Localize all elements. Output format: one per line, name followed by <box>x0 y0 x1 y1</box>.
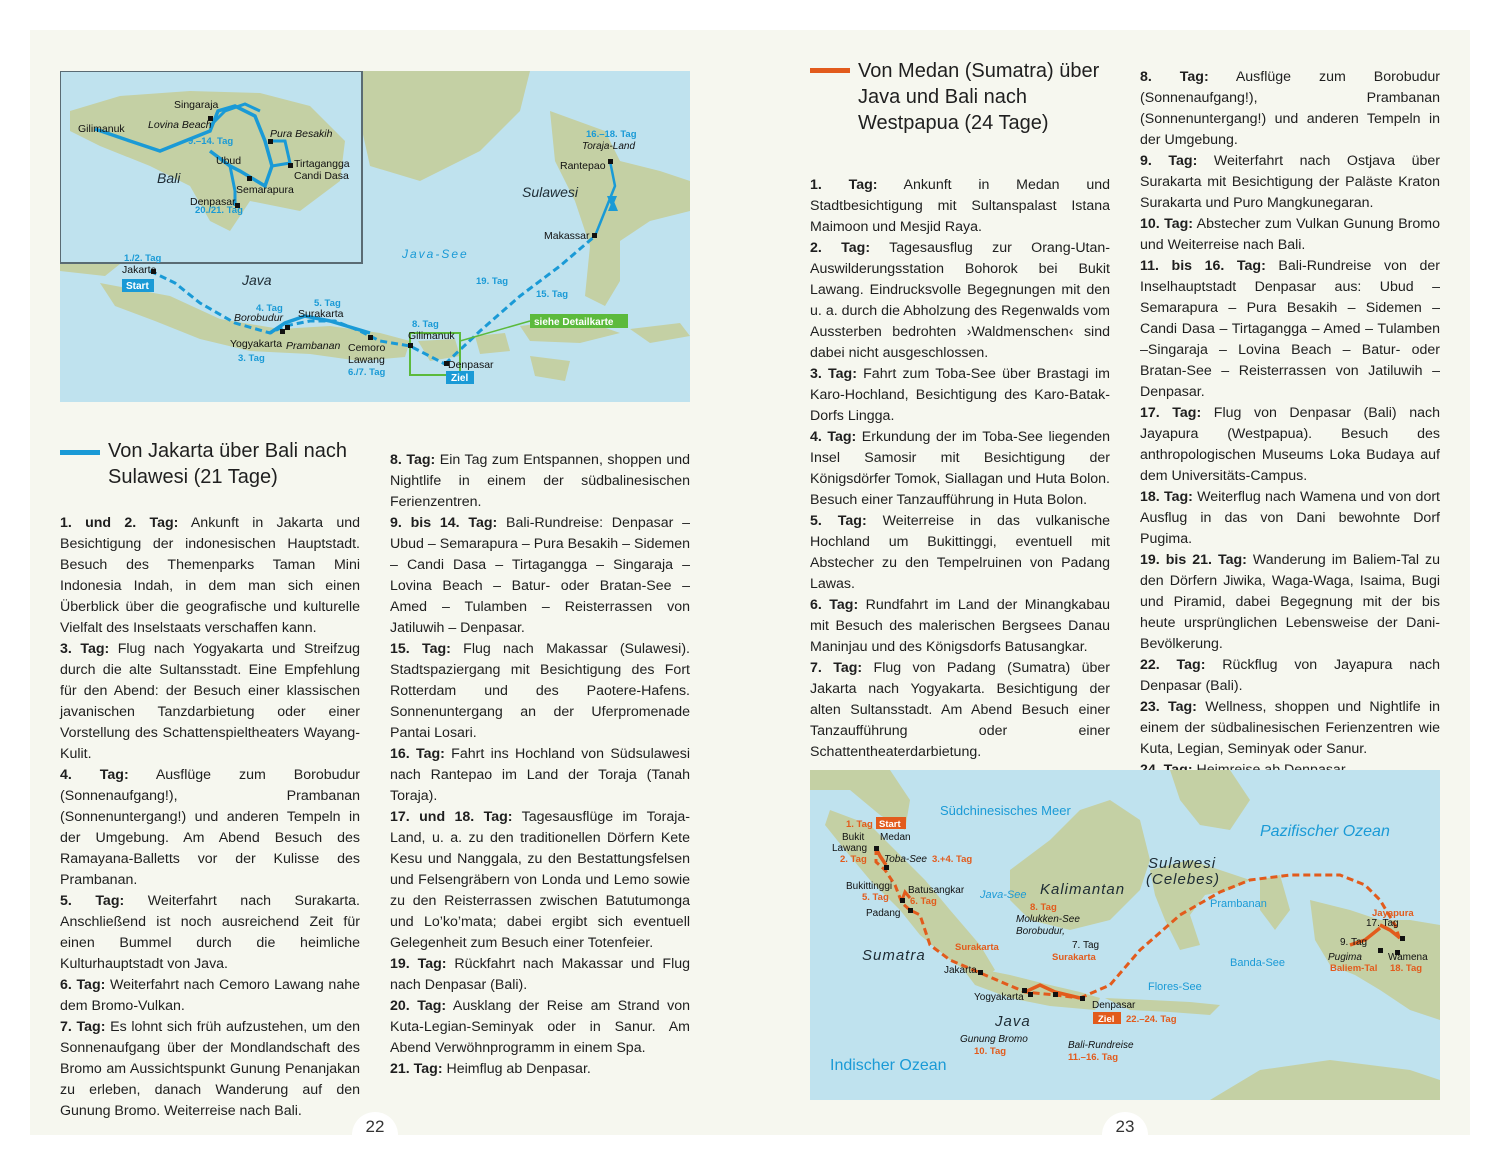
itinerary-day: 7. Tag: <box>810 660 863 676</box>
itinerary-day: 19. Tag: <box>390 956 447 972</box>
itinerary-entry <box>390 1059 690 1080</box>
map-label-day-8: 8. Tag <box>412 319 439 330</box>
map-ziel-badge: Ziel <box>451 373 469 384</box>
itinerary-text: Es lohnt sich früh aufzustehen, um den Sonnenaufgang über der Mondlandschaft des Bromo am Aussichtspunkt Gunung Penanjakan zu erleben, danach Wanderung auf den Gunung Bromo. Weiterreise nach Bali. <box>60 1019 360 1119</box>
itinerary-entry <box>1140 487 1440 550</box>
map-label-day-6: 6. Tag <box>910 896 937 907</box>
itinerary-day: 6. Tag: <box>810 597 859 613</box>
map-label-borobudur-r: Molukken-See <box>1016 914 1080 925</box>
itinerary-day: 5. Tag: <box>60 893 125 909</box>
itinerary-entry <box>60 975 360 1017</box>
itinerary-text: Flug nach Yogyakarta und Streifzug durch die alte Sultansstadt. Eine Empfehlung für den Abend: der Besuch einer klassischen javanischen Tanzdarbietung oder einer Vorstellung des Schattenspieltheaters Wayang-Kulit. <box>60 641 360 762</box>
map-label-day-9: Surakarta <box>1052 952 1096 963</box>
itinerary-entry <box>810 511 1110 595</box>
left-col-1 <box>60 513 360 1122</box>
right-section-title: Von Medan (Sumatra) über Java und Bali nach Westpapua (24 Tage) <box>858 60 1100 134</box>
itinerary-entry <box>390 639 690 744</box>
itinerary-text: Abstecher zum Vulkan Gunung Bromo und Weiterreise nach Bali. <box>1140 216 1441 253</box>
itinerary-text: Weiterfahrt nach Surakarta. Anschließend ist noch ausreichend Zeit für einen Bummel durch die heimliche Kulturhauptstadt von Java. <box>60 893 360 972</box>
map-label-day-5-r: 5. Tag <box>862 892 889 903</box>
map-ziel-badge-r: Ziel <box>1098 1014 1115 1025</box>
map-label-java-see-r: Java-See <box>980 889 1027 901</box>
itinerary-entry <box>810 427 1110 511</box>
itinerary-day: 18. Tag: <box>1140 489 1193 505</box>
map-label-kalimantan: Kalimantan <box>1040 881 1126 898</box>
map-label-jakarta: Jakarta <box>122 264 157 276</box>
itinerary-day: 9. Tag: <box>1140 153 1198 169</box>
itinerary-entry <box>1140 550 1440 655</box>
map-label-rantepao: Rantepao <box>560 160 606 172</box>
itinerary-text: Fahrt zum Toba-See über Brastagi im Karo-Hochland, Besichtigung des Karo-Batak-Dorfs Lingga. <box>810 366 1110 424</box>
map-label-prambanan-r: Borobudur, <box>1016 926 1065 937</box>
itinerary-text: Rundfahrt im Land der Minangkabau mit Besuch des malerischen Bergsees Danau Maninjau und des Königsdorfs Batusangkar. <box>810 597 1110 655</box>
itinerary-text: Wellness, shoppen und Nightlife in einem der südbalinesischen Ferienzentren wie Kuta, Legian, Seminyak oder Sanur. <box>1140 699 1440 757</box>
itinerary-text: Tagesausflüge im Toraja-Land, u. a. zu den traditionellen Dörfern Kete Kesu und Nanggala, zu den Bestattungsfelsen und Felsengräbern von Londa und Lemo sowie zu den Reisterrassen zwischen Batutumonga und Lo’ko’mata; dabei ergibt sich eventuell Gelegenheit zum Besuch einer Totenfeier. <box>390 809 690 951</box>
itinerary-day: 8. Tag: <box>1140 69 1209 85</box>
map-label-day-19-21: Baliem-Tal <box>1330 963 1378 974</box>
map-label-day-7: Surakarta <box>955 942 999 953</box>
map-label-lawang: Lawang <box>348 354 385 366</box>
itinerary-entry <box>1140 403 1440 487</box>
left-route-map <box>60 71 690 402</box>
map-label-banda: Banda-See <box>1230 957 1286 969</box>
map-label-batusangkar: Batusangkar <box>908 885 965 896</box>
itinerary-entry <box>1140 214 1440 256</box>
itinerary-text: Flug von Padang (Sumatra) über Jakarta nach Yogyakarta. Besichtigung der alten Sultansstadt. Am Abend Besuch einer Tanzaufführung oder einer Schattentheaterdarbietung. <box>810 660 1111 760</box>
itinerary-entry <box>60 513 360 639</box>
map-label-day-22-24: 22.–24. Tag <box>1126 1014 1177 1025</box>
itinerary-entry <box>60 765 360 891</box>
map-label-day-1: 1. Tag <box>846 819 873 830</box>
map-label-sulawesi: Sulawesi <box>522 184 579 200</box>
itinerary-day: 3. Tag: <box>60 641 110 657</box>
map-label-day-2: 2. Tag <box>840 854 867 865</box>
itinerary-text: Ausklang der Reise am Strand von Kuta-Legian-Seminyak oder in Sanur. Am Abend Verwöhnprogramm in einem Spa. <box>390 998 690 1056</box>
map-label-bukit: Bukit <box>842 832 865 843</box>
itinerary-text: Heimflug ab Denpasar. <box>442 1061 591 1077</box>
itinerary-text: Weiterfahrt nach Ostjava über Surakarta mit Besichtigung der Paläste Kraton Surakarta und Puro Mangkunegaran. <box>1140 153 1440 211</box>
itinerary-text: Fahrt ins Hochland von Südsulawesi nach Rantepao im Land der Toraja (Tanah Toraja). <box>390 746 691 804</box>
itinerary-day: 8. Tag: <box>390 452 436 468</box>
itinerary-text: Wanderung im Baliem-Tal zu den Dörfern Jiwika, Waga-Waga, Isaima, Bugi und Piramid, dabei Begegnung mit der bis heute ursprünglichen Lebensweise der Dani-Bevölkerung. <box>1140 552 1440 652</box>
map-label-pura-besakih: Pura Besakih <box>270 128 333 140</box>
map-label-makassar: Makassar <box>544 230 590 242</box>
itinerary-text: Bali-Rundreise: Denpasar – Ubud – Semarapura – Pura Besakih – Sidemen – Candi Dasa – Tirtagangga – Singaraja – Lovina Beach – Batur- oder Bratan-See – Amed – Tulamben – Reisterrassen von Jatiluwih – Denpasar. <box>390 515 690 636</box>
itinerary-day: 19. bis 21. Tag: <box>1140 552 1247 568</box>
map-label-gilimanuk-inset: Gilimanuk <box>78 123 125 135</box>
itinerary-text: Flug nach Makassar (Sulawesi). Stadtspaziergang mit Besichtigung des Fort Rotterdam und des Paotere-Hafens. Sonnenuntergang an der Uferpromenade Pantai Losari. <box>390 641 690 741</box>
map-label-baliem: Pugima <box>1328 952 1362 963</box>
map-label-celebes: (Celebes) <box>1146 871 1221 888</box>
itinerary-entry <box>1140 256 1440 403</box>
map-label-day-20-21: 20./21. Tag <box>195 205 243 216</box>
map-label-tirtagangga: Tirtagangga <box>294 158 350 170</box>
map-start-badge: Start <box>126 281 149 292</box>
map-label-sumatra: Sumatra <box>862 947 926 964</box>
itinerary-entry <box>390 954 690 996</box>
itinerary-entry <box>810 595 1110 658</box>
itinerary-text: Ein Tag zum Entspannen, shoppen und Nightlife in einem der südbalinesischen Ferienzentren. <box>390 452 691 510</box>
itinerary-day: 21. Tag: <box>390 1061 443 1077</box>
itinerary-day: 23. Tag: <box>1140 699 1197 715</box>
map-label-south-china-sea: Südchinesisches Meer <box>940 803 1071 818</box>
itinerary-day: 3. Tag: <box>810 366 857 382</box>
map-label-java-see: Java-See <box>402 247 469 261</box>
map-label-day-16-18: 16.–18. Tag <box>586 129 637 140</box>
itinerary-entry <box>390 744 690 807</box>
map-label-surakarta: Surakarta <box>298 308 344 320</box>
itinerary-entry <box>1140 67 1440 151</box>
map-label-wamena: 9. Tag <box>1340 937 1368 948</box>
itinerary-day: 4. Tag: <box>60 767 129 783</box>
itinerary-day: 17. Tag: <box>1140 405 1202 421</box>
map-label-day-17: Jayapura <box>1372 908 1414 919</box>
map-label-jakarta-r: Jakarta <box>944 965 977 976</box>
itinerary-entry <box>390 996 690 1059</box>
itinerary-text: Ausflüge zum Borobudur (Sonnenaufgang!), Prambanan (Sonnenuntergang!) und anderen Tempeln in der Umgebung. Am Abend Besuch des Ramayana-Balletts vor der Kulisse des Prambanan. <box>60 767 360 888</box>
map-label-day-18: 18. Tag <box>1390 963 1423 974</box>
itinerary-day: 4. Tag: <box>810 429 857 445</box>
itinerary-text: Ausflüge zum Borobudur (Sonnenaufgang!), Prambanan (Sonnenuntergang!) und anderen Tempeln in der Umgebung. <box>1140 69 1440 148</box>
itinerary-text: Rückfahrt nach Makassar und Flug nach Denpasar (Bali). <box>390 956 691 993</box>
page-number-left: 22 <box>352 1112 398 1158</box>
left-title-bar <box>60 450 100 455</box>
map-start-badge-r: Start <box>879 819 901 830</box>
map-label-day-9-14: 9.–14. Tag <box>188 136 234 147</box>
map-label-jayapura: 17. Tag <box>1366 918 1399 929</box>
map-label-candi-dasa: Candi Dasa <box>294 170 349 182</box>
itinerary-entry <box>1140 151 1440 214</box>
map-label-flores: Flores-See <box>1148 981 1202 993</box>
map-label-borobudur: Borobudur <box>234 312 284 324</box>
itinerary-entry <box>1140 697 1440 760</box>
map-label-day-3: 3. Tag <box>238 353 265 364</box>
map-label-bali: Bali <box>157 170 181 186</box>
map-label-day-19: 19. Tag <box>476 276 509 287</box>
map-label-denpasar-inset: Denpasar <box>190 196 236 208</box>
itinerary-entry <box>810 658 1110 763</box>
map-label-molukken: Prambanan <box>1210 898 1267 910</box>
itinerary-day: 20. Tag: <box>390 998 447 1014</box>
itinerary-day: 2. Tag: <box>810 240 871 256</box>
itinerary-text: Ankunft in Medan und Stadtbesichtigung mit Sultanspalast Istana Maimoon und Mesjid Raya. <box>810 177 1110 235</box>
map-label-gilimanuk: Gilimanuk <box>408 330 455 342</box>
map-label-yogyakarta: Yogyakarta <box>230 338 283 350</box>
map-label-day-3-4: 3.+4. Tag <box>932 854 973 865</box>
itinerary-day: 15. Tag: <box>390 641 451 657</box>
itinerary-day: 9. bis 14. Tag: <box>390 515 498 531</box>
map-label-singaraja: Singaraja <box>174 99 219 111</box>
itinerary-text: Flug von Denpasar (Bali) nach Jayapura (Westpapua). Besuch des anthropologischen Museums Loka Budaya auf dem Universitäts-Campus. <box>1140 405 1440 484</box>
itinerary-day: 11. bis 16. Tag: <box>1140 258 1266 274</box>
map-label-gunung-bromo: Gunung Bromo <box>960 1034 1028 1045</box>
map-label-lawang-r: Lawang <box>832 843 868 854</box>
map-label-bukittinggi: Bukittinggi <box>846 881 893 892</box>
itinerary-day: 16. Tag: <box>390 746 445 762</box>
map-label-java: Java <box>242 272 272 288</box>
map-label-ubud: Ubud <box>216 155 242 167</box>
map-label-day-6-7: 6./7. Tag <box>348 367 386 378</box>
itinerary-text: Weiterreise in das vulkanische Hochland um Bukittinggi, eventuell mit Abstecher zu den Tempelruinen von Padang Lawas. <box>810 513 1110 592</box>
map-label-toraja: Toraja-Land <box>582 141 636 152</box>
map-label-denpasar: Denpasar <box>448 359 494 371</box>
map-label-sulawesi-r: Sulawesi <box>1148 855 1217 872</box>
map-label-day-1-2: 1./2. Tag <box>124 253 162 264</box>
itinerary-text: Bali-Rundreise von der Inselhauptstadt Denpasar aus: Ubud – Semarapura – Pura Besakih – Sidemen – Candi Dasa – Tirtagangga – Amed – Tulamben –Singaraja – Lovina Beach – Batur- oder Bratan-See – Reisterrassen von Jatiluwih – Denpasar. <box>1140 258 1440 400</box>
left-col-2 <box>390 450 690 1080</box>
map-label-semarapura: Semarapura <box>236 184 294 196</box>
itinerary-text: Weiterfahrt nach Cemoro Lawang nahe dem Bromo-Vulkan. <box>60 977 360 1014</box>
map-label-day-8-r: 8. Tag <box>1030 902 1057 913</box>
itinerary-entry <box>810 175 1110 238</box>
itinerary-entry <box>60 1017 360 1122</box>
itinerary-entry <box>810 364 1110 427</box>
right-col-1 <box>810 175 1110 763</box>
right-col-2 <box>1140 67 1440 781</box>
map-label-cemoro: Cemoro <box>348 342 386 354</box>
map-label-day-5: 5. Tag <box>314 298 341 309</box>
itinerary-day: 17. und 18. Tag: <box>390 809 513 825</box>
map-label-surakarta-r: 7. Tag <box>1072 940 1100 951</box>
map-label-yogyakarta-r: Yogyakarta <box>974 992 1024 1003</box>
map-label-indian-ocean: Indischer Ozean <box>830 1057 947 1074</box>
map-label-day-15: 15. Tag <box>536 289 569 300</box>
itinerary-text: Ankunft in Jakarta und Besichtigung der indonesischen Hauptstadt. Besuch des Themenparks Taman Mini Indonesia Indah, in dem man sich einen Überblick über die geografische und kulturelle Vielfalt des Inselstaats verschaffen kann. <box>60 515 360 636</box>
itinerary-text: Weiterflug nach Wamena und von dort Ausflug in das von Dani bewohnte Dorf Pugima. <box>1140 489 1440 547</box>
itinerary-entry <box>1140 655 1440 697</box>
itinerary-entry <box>390 807 690 954</box>
map-label-day-11-16: 11.–16. Tag <box>1068 1052 1118 1063</box>
map-label-bali-rundreise: Bali-Rundreise <box>1068 1040 1134 1051</box>
map-label-pugima: Wamena <box>1388 952 1428 963</box>
map-label-pacific: Pazifischer Ozean <box>1260 823 1390 840</box>
itinerary-text: Erkundung der im Toba-See liegenden Insel Samosir mit Besichtigung der Königsdörfer Tomok, Siallagan und Huta Bolon. Besuch einer Tanzaufführung in Huta Bolon. <box>810 429 1111 508</box>
right-title-bar <box>810 68 850 73</box>
map-detail-note: siehe Detailkarte <box>534 317 614 328</box>
itinerary-day: 5. Tag: <box>810 513 867 529</box>
map-label-prambanan: Prambanan <box>286 340 341 352</box>
map-label-toba: Toba-See <box>884 854 927 865</box>
itinerary-entry <box>60 639 360 765</box>
right-route-map <box>810 770 1440 1100</box>
map-label-medan: Medan <box>880 832 911 843</box>
itinerary-entry <box>390 513 690 639</box>
itinerary-text: Rückflug von Jayapura nach Denpasar (Bali). <box>1140 657 1440 694</box>
map-label-day-4: 4. Tag <box>256 303 283 314</box>
map-label-denpasar-r: Denpasar <box>1092 1000 1136 1011</box>
map-label-padang: Padang <box>866 908 901 919</box>
itinerary-day: 6. Tag: <box>60 977 106 993</box>
itinerary-day: 1. Tag: <box>810 177 878 193</box>
itinerary-day: 22. Tag: <box>1140 657 1206 673</box>
map-label-lovina: Lovina Beach <box>148 119 212 131</box>
itinerary-day: 7. Tag: <box>60 1019 106 1035</box>
itinerary-day: 10. Tag: <box>1140 216 1194 232</box>
left-section-title: Von Jakarta über Bali nach Sulawesi (21 Tage) <box>108 440 348 488</box>
itinerary-entry <box>60 891 360 975</box>
itinerary-day: 1. und 2. Tag: <box>60 515 179 531</box>
itinerary-entry <box>810 238 1110 364</box>
page-number-right: 23 <box>1102 1112 1148 1158</box>
map-label-java-r: Java <box>995 1013 1031 1030</box>
itinerary-entry <box>390 450 690 513</box>
itinerary-text: Tagesausflug zur Orang-Utan-Auswilderungsstation Bohorok bei Bukit Lawang. Eindrucksvolle Begegnungen mit den u. a. durch die Abholzung des Regenwalds vom Aussterben bedrohten ›Waldmenschen‹ sind dabei nicht ausgeschlossen. <box>810 240 1111 361</box>
map-label-day-10: 10. Tag <box>974 1046 1007 1057</box>
